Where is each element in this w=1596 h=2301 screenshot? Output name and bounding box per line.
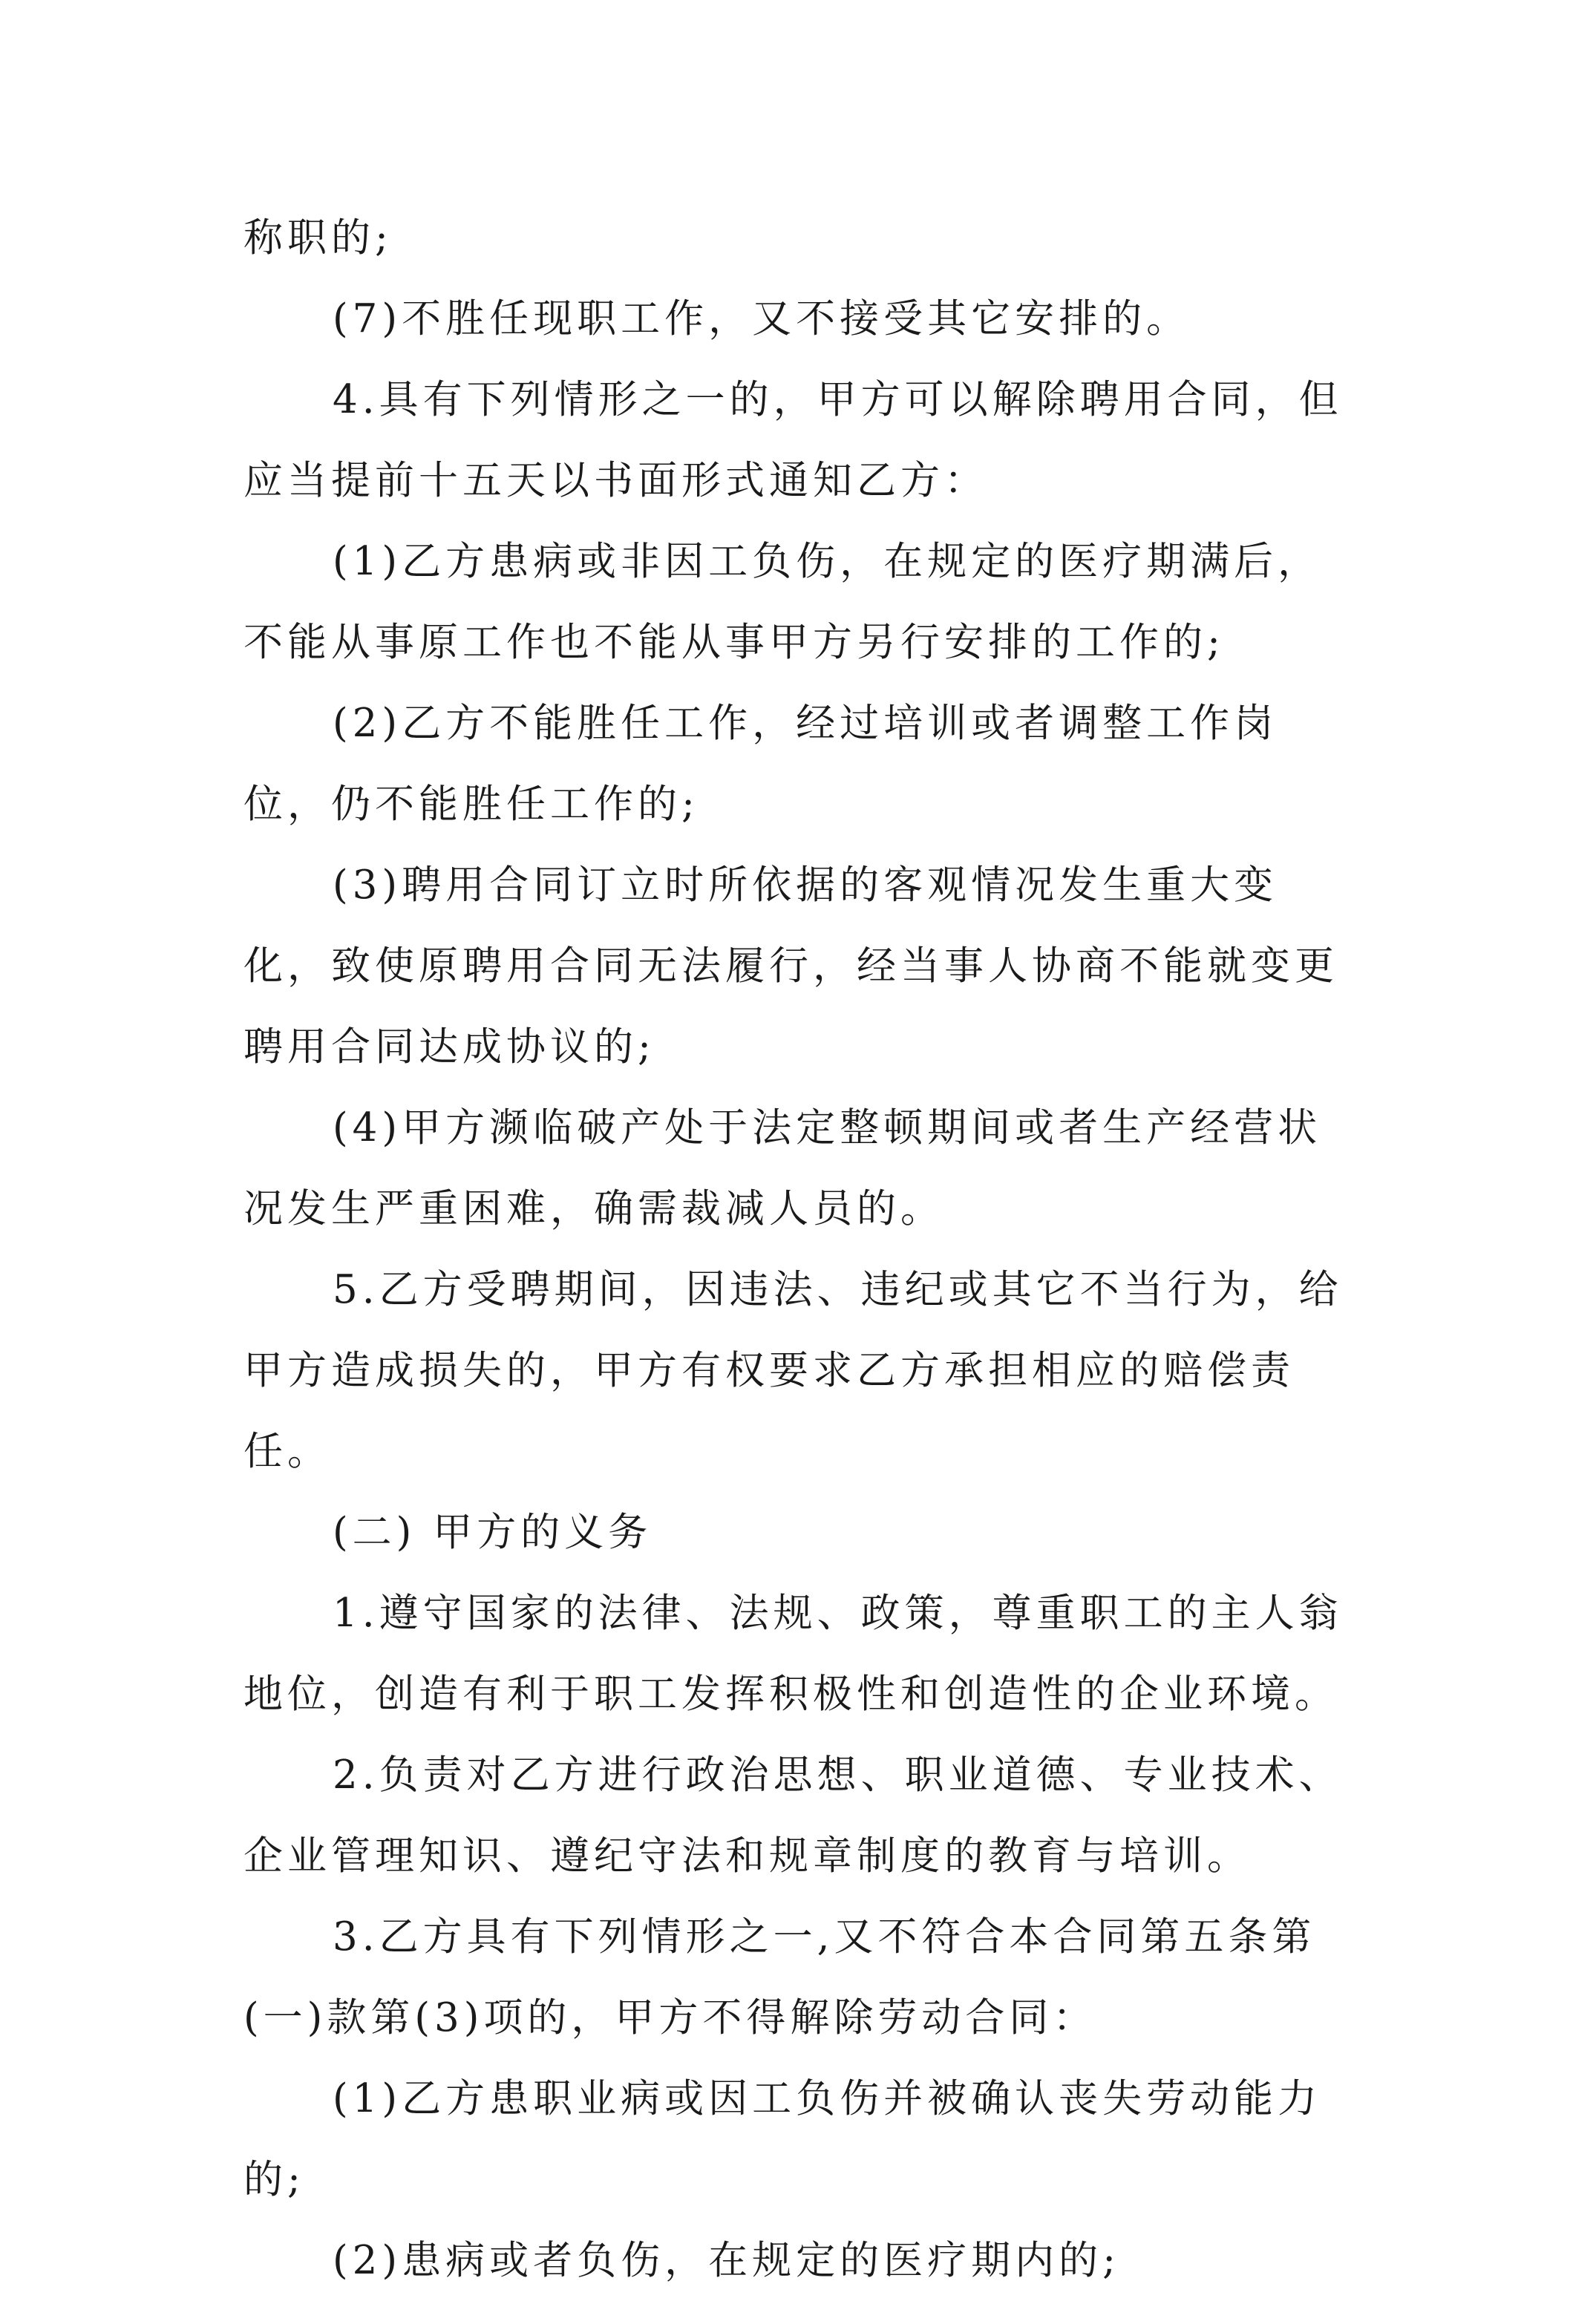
paragraph-clause-4: 4.具有下列情形之一的，甲方可以解除聘用合同，但应当提前十五天以书面形式通知乙方： <box>243 377 1343 503</box>
paragraph-obligation-3: 3.乙方具有下列情形之一,又不符合本合同第五条第(一)款第(3)项的，甲方不得解除劳动合同： <box>243 1914 1316 2040</box>
paragraph-clause-4-item-4: (4)甲方濒临破产处于法定整顿期间或者生产经营状况发生严重困难，确需裁减人员的。 <box>243 1105 1322 1231</box>
section-heading-party-a-obligations: (二) 甲方的义务 <box>333 1510 653 1555</box>
paragraph-clause-4-item-2: (2)乙方不能胜任工作，经过培训或者调整工作岗位，仍不能胜任工作的; <box>243 701 1278 827</box>
paragraph-continuation: 称职的; <box>243 215 393 261</box>
paragraph-clause-4-item-3: (3)聘用合同订立时所依据的客观情况发生重大变化，致使原聘用合同无法履行，经当事人协商不能就变更聘用合同达成协议的; <box>243 863 1338 1070</box>
paragraph-obligation-3-item-2: (2)患病或者负伤，在规定的医疗期内的; <box>333 2238 1120 2283</box>
paragraph-clause-5: 5.乙方受聘期间，因违法、违纪或其它不当行为，给甲方造成损失的，甲方有权要求乙方承担相应的赔偿责任。 <box>243 1267 1343 1474</box>
paragraph-obligation-1: 1.遵守国家的法律、法规、政策，尊重职工的主人翁地位，创造有利于职工发挥积极性和创造性的企业环境。 <box>243 1591 1343 1717</box>
paragraph-obligation-2: 2.负责对乙方进行政治思想、职业道德、专业技术、企业管理知识、遵纪守法和规章制度的教育与培训。 <box>243 1752 1343 1879</box>
contract-text-body <box>243 197 1357 2301</box>
paragraph-obligation-3-item-1: (1)乙方患职业病或因工负伤并被确认丧失劳动能力的; <box>243 2076 1322 2202</box>
paragraph-clause-4-item-1: (1)乙方患病或非因工负伤，在规定的医疗期满后，不能从事原工作也不能从事甲方另行安排的工作的; <box>243 539 1322 665</box>
paragraph-item-7: (7)不胜任现职工作，又不接受其它安排的。 <box>333 296 1191 341</box>
